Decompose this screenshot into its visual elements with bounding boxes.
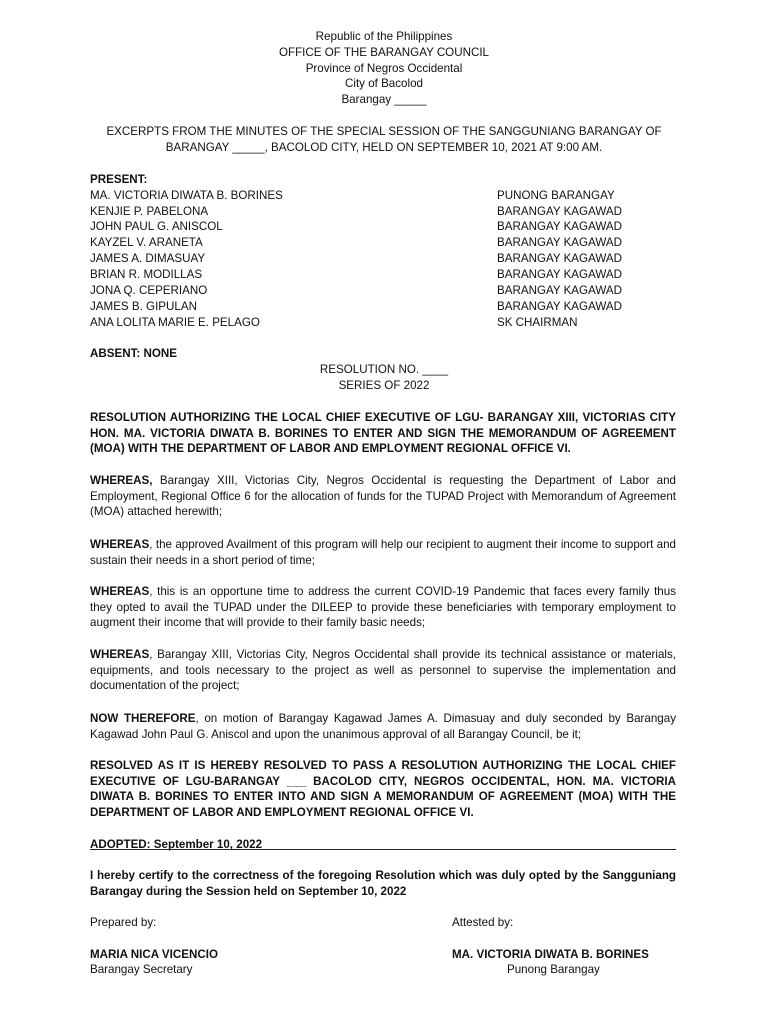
whereas-text: , Barangay XIII, Victorias City, Negros Occidental shall provide its technical assistance or materials, equipments, and tools necessary to the project as well as personnel to supervise the implementation and documentation of the project; [90, 648, 676, 693]
member-name: BRIAN R. MODILLAS [90, 268, 203, 281]
member-position: BARANGAY KAGAWAD [497, 220, 622, 233]
certification-text: I hereby certify to the correctness of the foregoing Resolution which was duly opted by the Sangguniang Barangay during the Session held on September 10, 2022 [90, 869, 676, 898]
now-therefore-paragraph [90, 711, 676, 742]
member-name: JONA Q. CEPERIANO [90, 284, 208, 297]
header-province: Province of Negros Occidental [305, 62, 463, 75]
member-position: BARANGAY KAGAWAD [497, 236, 622, 249]
header-city: City of Bacolod [345, 77, 423, 90]
now-therefore-text: , on motion of Barangay Kagawad James A. Dimasuay and duly seconded by Barangay Kagawad John Paul G. Aniscol and upon the unanimous approval of all Barangay Council, be it; [90, 712, 676, 741]
member-name: KAYZEL V. ARANETA [90, 236, 203, 249]
resolved-paragraph: RESOLVED AS IT IS HEREBY RESOLVED TO PASS A RESOLUTION AUTHORIZING THE LOCAL CHIEF EXECUTIVE OF LGU-BARANGAY ___ BACOLOD CITY, NEGROS OCCIDENTAL, HON. MA. VICTORIA DIWATA B. BORINES TO ENTER INTO AND SIGN A MEMORANDUM OF AGREEMENT (MOA) WITH THE DEPARTMENT OF LABOR AND EMPLOYMENT REGIONAL OFFICE VI. [90, 759, 676, 819]
member-position: BARANGAY KAGAWAD [497, 268, 622, 281]
header-office: OFFICE OF THE BARANGAY COUNCIL [278, 46, 489, 59]
member-position: BARANGAY KAGAWAD [497, 300, 622, 313]
member-name: JAMES B. GIPULAN [90, 300, 197, 313]
absent-label: ABSENT: NONE [90, 347, 177, 360]
whereas-text: , this is an opportune time to address the current COVID-19 Pandemic that faces every family thus they opted to avail the TUPAD under the DILEEP to provide these beneficiaries with temporary employment to augment their income that will provide to their family basic needs; [90, 585, 676, 630]
whereas-lead: WHEREAS [90, 585, 150, 598]
prepared-by-name: MARIA NICA VICENCIO [90, 948, 218, 961]
whereas-lead: WHEREAS [90, 538, 150, 551]
member-position: BARANGAY KAGAWAD [497, 205, 622, 218]
whereas-lead: WHEREAS, [90, 474, 153, 487]
resolution-title: RESOLUTION AUTHORIZING THE LOCAL CHIEF EXECUTIVE OF LGU- BARANGAY XIII, VICTORIAS CITY HON. MA. VICTORIA DIWATA B. BORINES TO ENTER AND SIGN THE MEMORANDUM OF AGREEMENT (MOA) WITH THE DEPARTMENT OF LABOR AND EMPLOYMENT REGIONAL OFFICE VI. [90, 411, 676, 456]
member-position: SK CHAIRMAN [497, 316, 578, 329]
header-barangay: Barangay _____ [341, 93, 427, 106]
whereas-text: , the approved Availment of this program will help our recipient to augment their income to support and sustain their needs in a short period of time; [90, 538, 676, 567]
excerpt-line-2: BARANGAY _____, BACOLOD CITY, HELD ON SEPTEMBER 10, 2021 AT 9:00 AM. [165, 141, 603, 154]
member-name: JAMES A. DIMASUAY [90, 252, 206, 265]
header-republic: Republic of the Philippines [315, 30, 453, 43]
member-name: MA. VICTORIA DIWATA B. BORINES [90, 189, 283, 202]
whereas-text: Barangay XIII, Victorias City, Negros Occidental is requesting the Department of Labor and Employment, Regional Office 6 for the allocation of funds for the TUPAD Project with Memorandum of Agreement (MOA) attached herewith; [90, 474, 676, 519]
whereas-lead: WHEREAS [90, 648, 150, 661]
member-name: ANA LOLITA MARIE E. PELAGO [90, 316, 260, 329]
prepared-by-title: Barangay Secretary [90, 963, 193, 976]
attested-by-label: Attested by: [452, 916, 514, 929]
resolution-series: SERIES OF 2022 [338, 379, 430, 392]
member-name: JOHN PAUL G. ANISCOL [90, 220, 223, 233]
attested-by-title: Punong Barangay [507, 963, 600, 976]
present-label: PRESENT: [90, 173, 148, 186]
whereas-paragraph [90, 647, 676, 694]
member-position: PUNONG BARANGAY [497, 189, 615, 202]
member-position: BARANGAY KAGAWAD [497, 284, 622, 297]
divider-line [90, 849, 676, 850]
whereas-paragraph [90, 473, 676, 520]
attested-by-name: MA. VICTORIA DIWATA B. BORINES [452, 948, 649, 961]
member-position: BARANGAY KAGAWAD [497, 252, 622, 265]
resolution-number: RESOLUTION NO. ____ [319, 363, 449, 376]
prepared-by-label: Prepared by: [90, 916, 157, 929]
excerpt-line-1: EXCERPTS FROM THE MINUTES OF THE SPECIAL SESSION OF THE SANGGUNIANG BARANGAY OF [106, 125, 662, 138]
member-name: KENJIE P. PABELONA [90, 205, 209, 218]
whereas-paragraph [90, 537, 676, 568]
whereas-paragraph [90, 584, 676, 631]
adopted-date: ADOPTED: September 10, 2022 [90, 838, 263, 851]
now-therefore-lead: NOW THEREFORE [90, 712, 196, 725]
